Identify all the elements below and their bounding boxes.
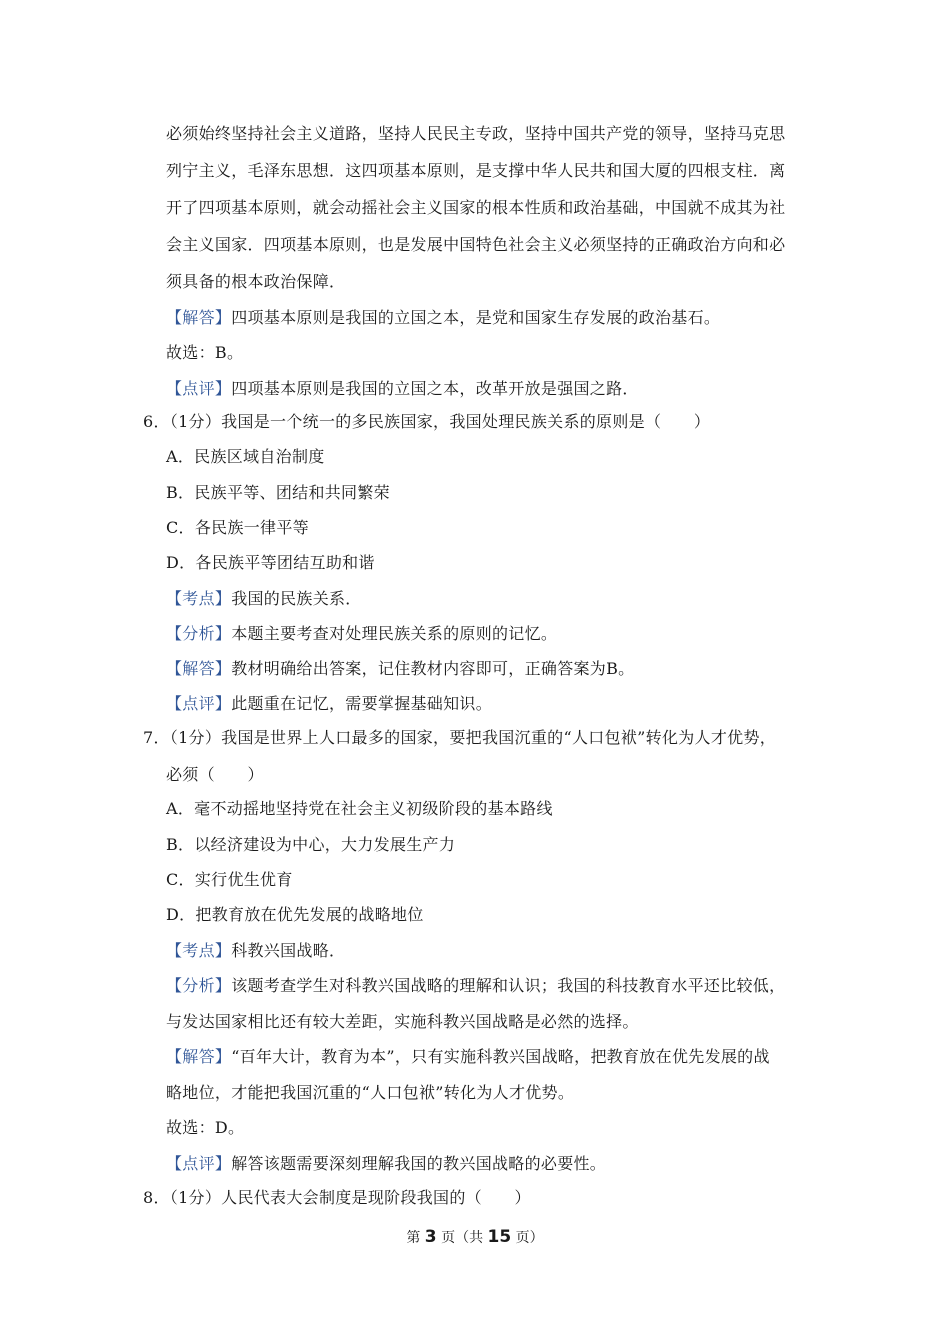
q6-option-d: D．各民族平等团结互助和谐 [166, 553, 375, 572]
kaodian-text: 我国的民族关系． [231, 589, 362, 608]
q7-fenxi-cont: 与发达国家相比还有较大差距，实施科教兴国战略是必然的选择。 [166, 1012, 639, 1031]
jieda-text: “百年大计，教育为本”，只有实施科教兴国战略，把教育放在优先发展的战 [231, 1047, 770, 1066]
q6-option-b: B．民族平等、团结和共同繁荣 [166, 483, 390, 502]
footer-page-number: 3 [424, 1227, 437, 1247]
page-footer [0, 1226, 950, 1249]
comment-tag: 【点评】 [166, 379, 232, 398]
jieda-text: 教材明确给出答案，记住教材内容即可，正确答案为B。 [231, 659, 635, 678]
explanation-line: 须具备的根本政治保障． [166, 272, 346, 291]
dianping-text: 此题重在记忆，需要掌握基础知识。 [231, 694, 493, 713]
q7-choice: 故选：D。 [166, 1118, 245, 1137]
q7-dianping [166, 1153, 606, 1175]
jieda-tag: 【解答】 [166, 1047, 232, 1066]
q7-option-b: B．以经济建设为中心，大力发展生产力 [166, 835, 456, 854]
footer-total-pages: 15 [487, 1227, 512, 1247]
dianping-text: 解答该题需要深刻理解我国的教兴国战略的必要性。 [231, 1154, 607, 1173]
answer-tag: 【解答】 [166, 308, 232, 327]
kaodian-tag: 【考点】 [166, 941, 232, 960]
fenxi-text: 本题主要考查对处理民族关系的原则的记忆。 [231, 624, 558, 643]
kaodian-text: 科教兴国战略． [231, 941, 346, 960]
q7-option-a: A．毫不动摇地坚持党在社会主义初级阶段的基本路线 [166, 799, 553, 818]
q6-fenxi [166, 623, 557, 645]
q6-option-c: C．各民族一律平等 [166, 518, 309, 537]
answer-line [166, 307, 720, 329]
question-7-stem: 7．（1分）我国是世界上人口最多的国家，要把我国沉重的“人口包袱”转化为人才优势， [143, 728, 777, 747]
q7-kaodian [166, 940, 345, 962]
q7-option-d: D．把教育放在优先发展的战略地位 [166, 905, 424, 924]
jieda-tag: 【解答】 [166, 659, 232, 678]
q7-option-c: C．实行优生优育 [166, 870, 293, 889]
kaodian-tag: 【考点】 [166, 589, 232, 608]
q6-dianping [166, 693, 492, 715]
choice-line: 故选：B。 [166, 343, 244, 362]
explanation-line: 会主义国家．四项基本原则，也是发展中国特色社会主义必须坚持的正确政治方向和必 [166, 235, 786, 254]
comment-line [166, 378, 639, 400]
fenxi-tag: 【分析】 [166, 624, 232, 643]
question-8-stem: 8．（1分）人民代表大会制度是现阶段我国的（ ） [143, 1188, 531, 1207]
fenxi-text: 该题考查学生对科教兴国战略的理解和认识；我国的科技教育水平还比较低， [231, 976, 786, 995]
footer-middle: 页（共 [441, 1230, 484, 1246]
q7-jieda-cont: 略地位，才能把我国沉重的“人口包袱”转化为人才优势。 [166, 1083, 575, 1102]
explanation-line: 开了四项基本原则，就会动摇社会主义国家的根本性质和政治基础，中国就不成其为社 [166, 198, 786, 217]
question-6-stem: 6．（1分）我国是一个统一的多民族国家，我国处理民族关系的原则是（ ） [143, 412, 711, 431]
q6-jieda [166, 658, 634, 680]
dianping-tag: 【点评】 [166, 1154, 232, 1173]
answer-text: 四项基本原则是我国的立国之本，是党和国家生存发展的政治基石。 [231, 308, 721, 327]
footer-suffix: 页） [515, 1230, 544, 1246]
question-7-stem-cont: 必须（ ） [166, 765, 264, 784]
q6-kaodian [166, 588, 362, 610]
comment-text: 四项基本原则是我国的立国之本，改革开放是强国之路． [231, 379, 639, 398]
fenxi-tag: 【分析】 [166, 976, 232, 995]
dianping-tag: 【点评】 [166, 694, 232, 713]
explanation-line: 列宁主义，毛泽东思想．这四项基本原则，是支撑中华人民共和国大厦的四根支柱．离 [166, 161, 786, 180]
q6-option-a: A．民族区域自治制度 [166, 447, 325, 466]
q7-fenxi [166, 975, 785, 997]
explanation-line: 必须始终坚持社会主义道路，坚持人民民主专政，坚持中国共产党的领导，坚持马克思 [166, 124, 786, 143]
footer-prefix: 第 [406, 1230, 421, 1246]
q7-jieda [166, 1046, 770, 1068]
